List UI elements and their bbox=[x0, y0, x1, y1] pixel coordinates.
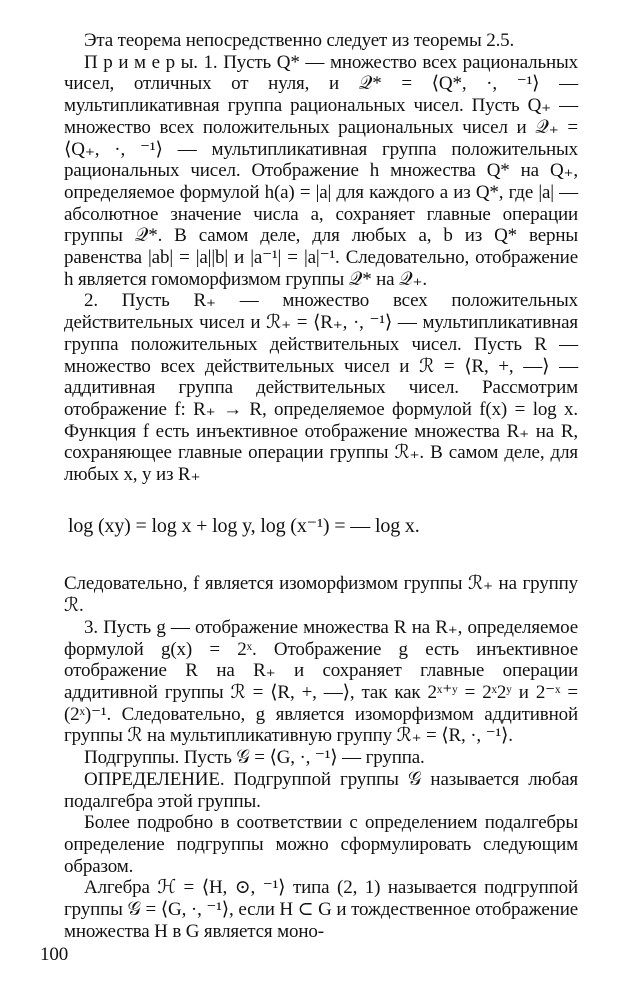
display-formula: log (xy) = log x + log y, log (x⁻¹) = — log x. bbox=[68, 514, 420, 537]
paragraph-example-3: 3. Пусть g — отображение множества R на R₊, определяемое формулой g(x) = 2ˣ. Отображение g есть инъективное отображение R на R₊ и сохраняет главные операции аддитивной группы ℛ = ⟨R, +, —⟩, так как 2ˣ⁺ʸ = 2ˣ2ʸ и 2⁻ˣ = (2ˣ)⁻¹. Следовательно, g является изоморфизмом аддитивной группы ℛ на мультипликативную группу ℛ₊ = ⟨R, ·, ⁻¹⟩. bbox=[64, 616, 578, 747]
paragraph-example-1: П р и м е р ы. 1. Пусть Q* — множество всех рациональных чисел, отличных от нуля, и 𝒬* = ⟨Q*, ·, ⁻¹⟩ — мультипликативная группа рациональных чисел. Пусть Q₊ — множество всех положительных рациональных чисел и 𝒬₊ = ⟨Q₊, ·, ⁻¹⟩ — мультипликативная группа положительных рациональных чисел. Отображение h множества Q* на Q₊, определяемое формулой h(a) = |a| для каждого a из Q*, где |a| — абсолютное значение числа a, сохраняет главные операции группы 𝒬*. В самом деле, для любых a, b из Q* верны равенства |ab| = |a||b| и |a⁻¹| = |a|⁻¹. Следовательно, отображение h является гомоморфизмом группы 𝒬* на 𝒬₊. bbox=[64, 51, 578, 290]
paragraph-subgroups-heading: Подгруппы. Пусть 𝒢 = ⟨G, ·, ⁻¹⟩ — группа. bbox=[84, 747, 425, 769]
paragraph-detail: Более подробно в соответствии с определением подалгебры определение подгруппы можно сформулировать следующим образом. bbox=[64, 812, 578, 877]
paragraph-intro: Эта теорема непосредственно следует из теоремы 2.5. bbox=[84, 30, 515, 51]
paragraph-conclusion: Следовательно, f является изоморфизмом группы ℛ₊ на группу ℛ. bbox=[64, 573, 578, 617]
page-number: 100 bbox=[40, 944, 69, 965]
paragraph-example-2: 2. Пусть R₊ — множество всех положительных действительных чисел и ℛ₊ = ⟨R₊, ·, ⁻¹⟩ — мультипликативная группа положительных действительных чисел. Пусть R — множество всех действительных чисел и ℛ = ⟨R, +, —⟩ — аддитивная группа действительных чисел. Рассмотрим отображение f: R₊ → R, определяемое формулой f(x) = log x. Функция f есть инъективное отображение множества R₊ на R, сохраняющее главные операции группы ℛ₊. В самом деле, для любых x, y из R₊ bbox=[64, 290, 578, 486]
paragraph-definition: ОПРЕДЕЛЕНИЕ. Подгруппой группы 𝒢 называется любая подалгебра этой группы. bbox=[64, 768, 578, 812]
paragraph-algebra: Алгебра ℋ = ⟨H, ⊙, ⁻¹⟩ типа (2, 1) называется подгруппой группы 𝒢 = ⟨G, ·, ⁻¹⟩, если H ⊂ G и тождественное отображение множества H в G является моно- bbox=[64, 877, 578, 942]
